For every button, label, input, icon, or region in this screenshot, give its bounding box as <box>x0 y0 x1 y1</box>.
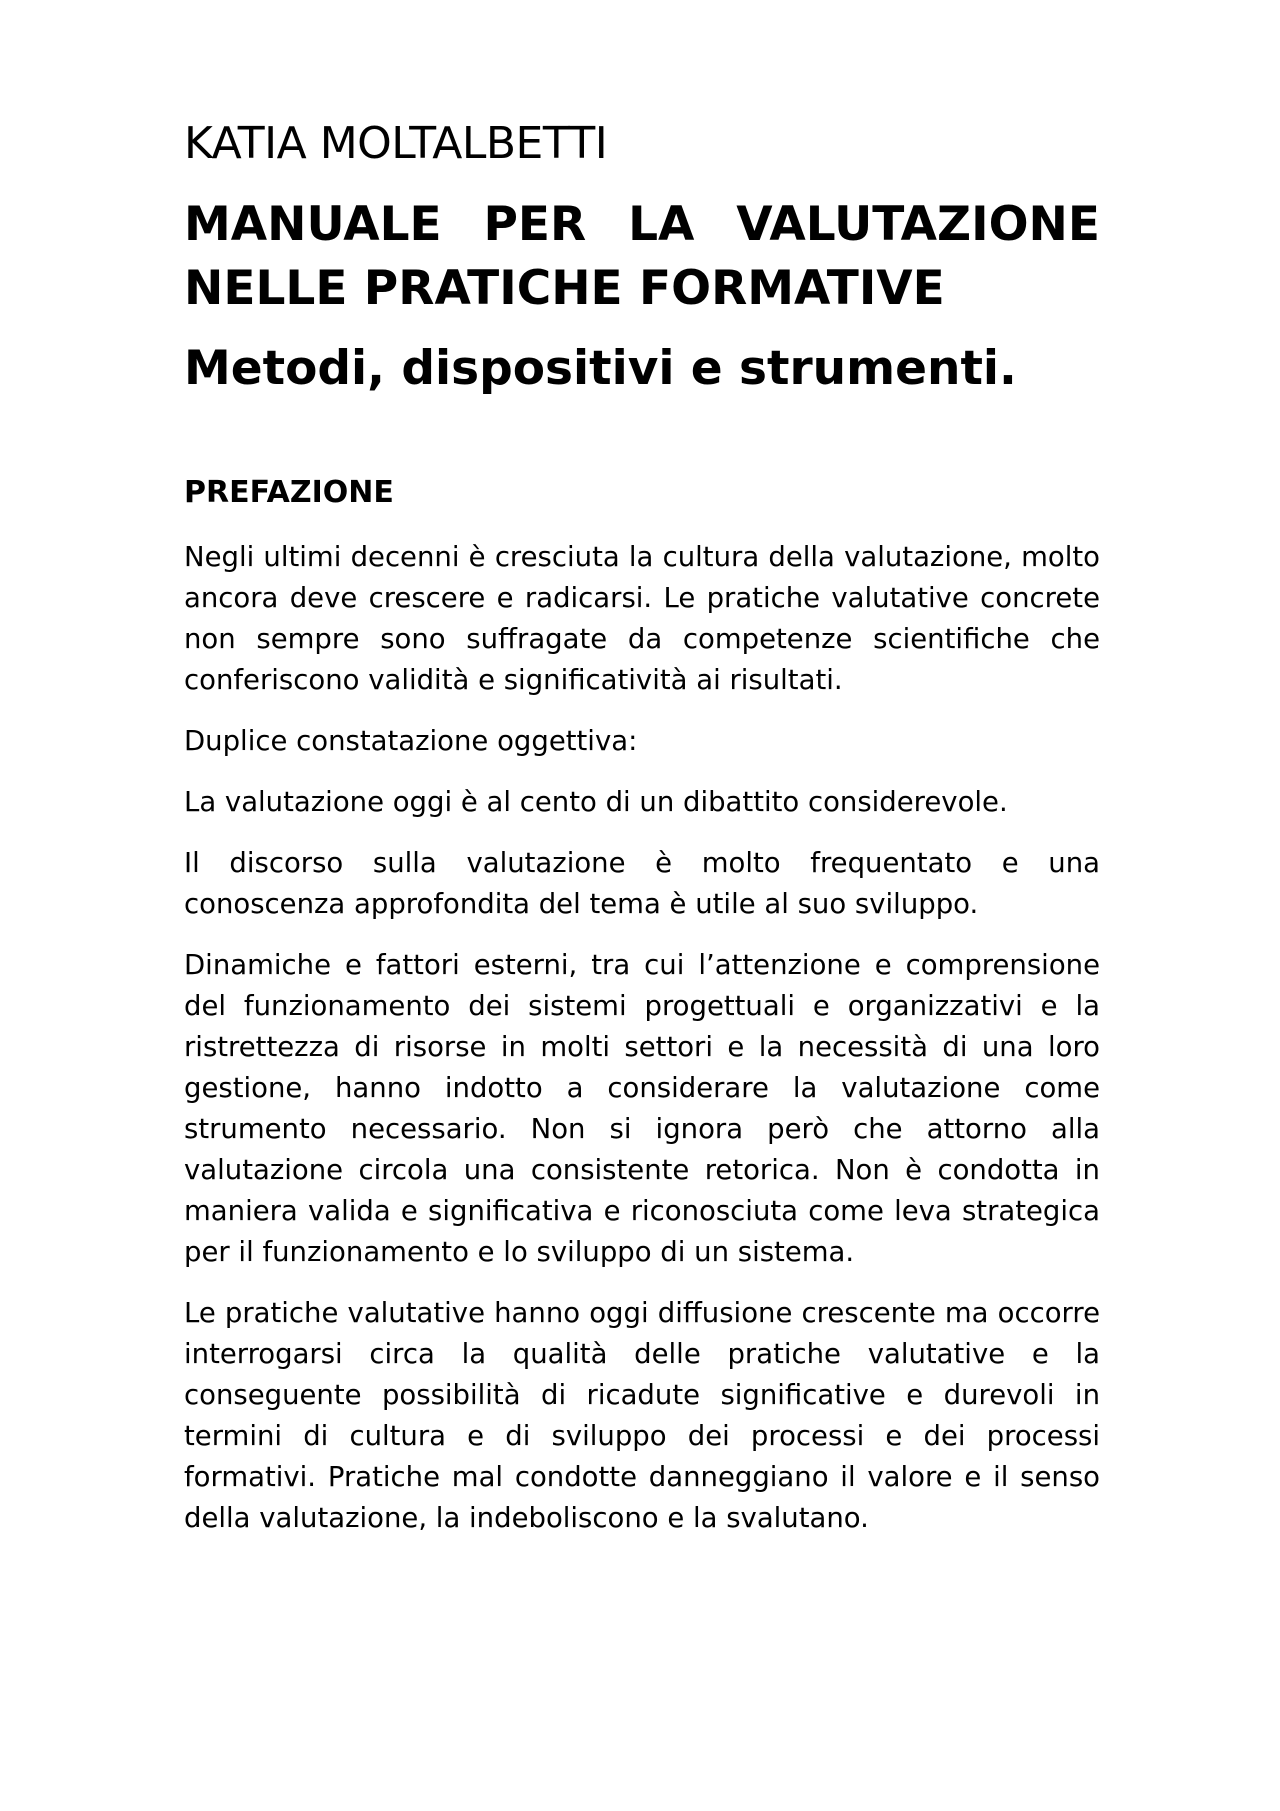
section-heading: PREFAZIONE <box>184 475 394 511</box>
document-page <box>184 118 1100 1559</box>
paragraph-4: Il discorso sulla valutazione è molto frequentato e una conoscenza approfondita del tema è utile al suo sviluppo. <box>184 847 1100 921</box>
paragraph-6: Le pratiche valutative hanno oggi diffusione crescente ma occorre interrogarsi circa la qualità delle pratiche valutative e la conseguente possibilità di ricadute significative e durevoli in termini di cultura e di sviluppo dei processi e dei processi formativi. Pratiche mal condotte danneggiano il valore e il senso della valutazione, la indeboliscono e la svalutano. <box>184 1297 1100 1535</box>
paragraph-3: La valutazione oggi è al cento di un dibattito considerevole. <box>184 786 1008 819</box>
document-title: MANUALE PER LA VALUTAZIONE NELLE PRATICHE FORMATIVE <box>184 196 1100 316</box>
paragraph-2: Duplice constatazione oggettiva: <box>184 725 638 758</box>
author-name: KATIA MOLTALBETTI <box>184 118 608 169</box>
paragraph-1: Negli ultimi decenni è cresciuta la cultura della valutazione, molto ancora deve crescere e radicarsi. Le pratiche valutative concrete non sempre sono suffragate da competenze scientifiche che conferiscono validità e significatività ai risultati. <box>184 541 1100 697</box>
document-subtitle: Metodi, dispositivi e strumenti. <box>184 340 1017 396</box>
paragraph-5: Dinamiche e fattori esterni, tra cui l’attenzione e comprensione del funzionamento dei sistemi progettuali e organizzativi e la ristrettezza di risorse in molti settori e la necessità di una loro gestione, hanno indotto a considerare la valutazione come strumento necessario. Non si ignora però che attorno alla valutazione circola una consistente retorica. Non è condotta in maniera valida e significativa e riconosciuta come leva strategica per il funzionamento e lo sviluppo di un sistema. <box>184 949 1100 1269</box>
